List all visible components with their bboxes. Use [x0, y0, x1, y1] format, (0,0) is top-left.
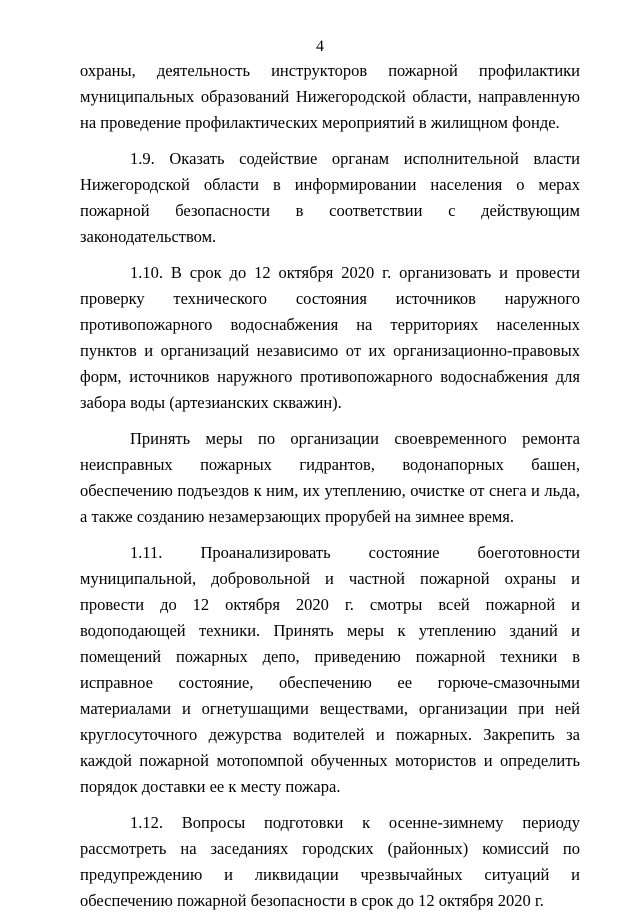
paragraph-item-1-9: 1.9. Оказать содействие органам исполнительной власти Нижегородской области в информировании населения о мерах пожарной безопасности в соответствии с действующим законодательством. — [80, 149, 580, 246]
paragraph-repair-measures: Принять меры по организации своевременного ремонта неисправных пожарных гидрантов, водонапорных башен, обеспечению подъездов к ним, их утеплению, очистке от снега и льда, а также созданию незамерзающих прорубей на зимнее время. — [80, 429, 580, 526]
paragraph-item-1-12: 1.12. Вопросы подготовки к осенне-зимнему периоду рассмотреть на заседаниях городских (районных) комиссий по предупреждению и ликвидации чрезвычайных ситуаций и обеспечению пожарной безопасности в срок до 12 октября 2020 г. — [80, 813, 580, 910]
paragraph-continuation: охраны, деятельность инструкторов пожарной профилактики муниципальных образований Нижегородской области, направленную на проведение профилактических мероприятий в жилищном фонде. — [80, 61, 580, 132]
paragraph-item-1-10: 1.10. В срок до 12 октября 2020 г. организовать и провести проверку технического состояния источников наружного противопожарного водоснабжения на территориях населенных пунктов и организаций независимо от их организационно-правовых форм, источников наружного противопожарного водоснабжения для забора воды (артезианских скважин). — [80, 263, 580, 412]
document-body — [80, 58, 580, 924]
page-number: 4 — [316, 38, 324, 55]
paragraph-item-1-11: 1.11. Проанализировать состояние боеготовности муниципальной, добровольной и частной пожарной охраны и провести до 12 октября 2020 г. смотры всей пожарной и водоподающей техники. Принять меры к утеплению зданий и помещений пожарных депо, приведению пожарной техники в исправное состояние, обеспечению ее горюче-смазочными материалами и огнетушащими веществами, организации при ней круглосуточного дежурства водителей и пожарных. Закрепить за каждой пожарной мотопомпой обученных мотористов и определить порядок доставки ее к месту пожара. — [80, 543, 580, 796]
